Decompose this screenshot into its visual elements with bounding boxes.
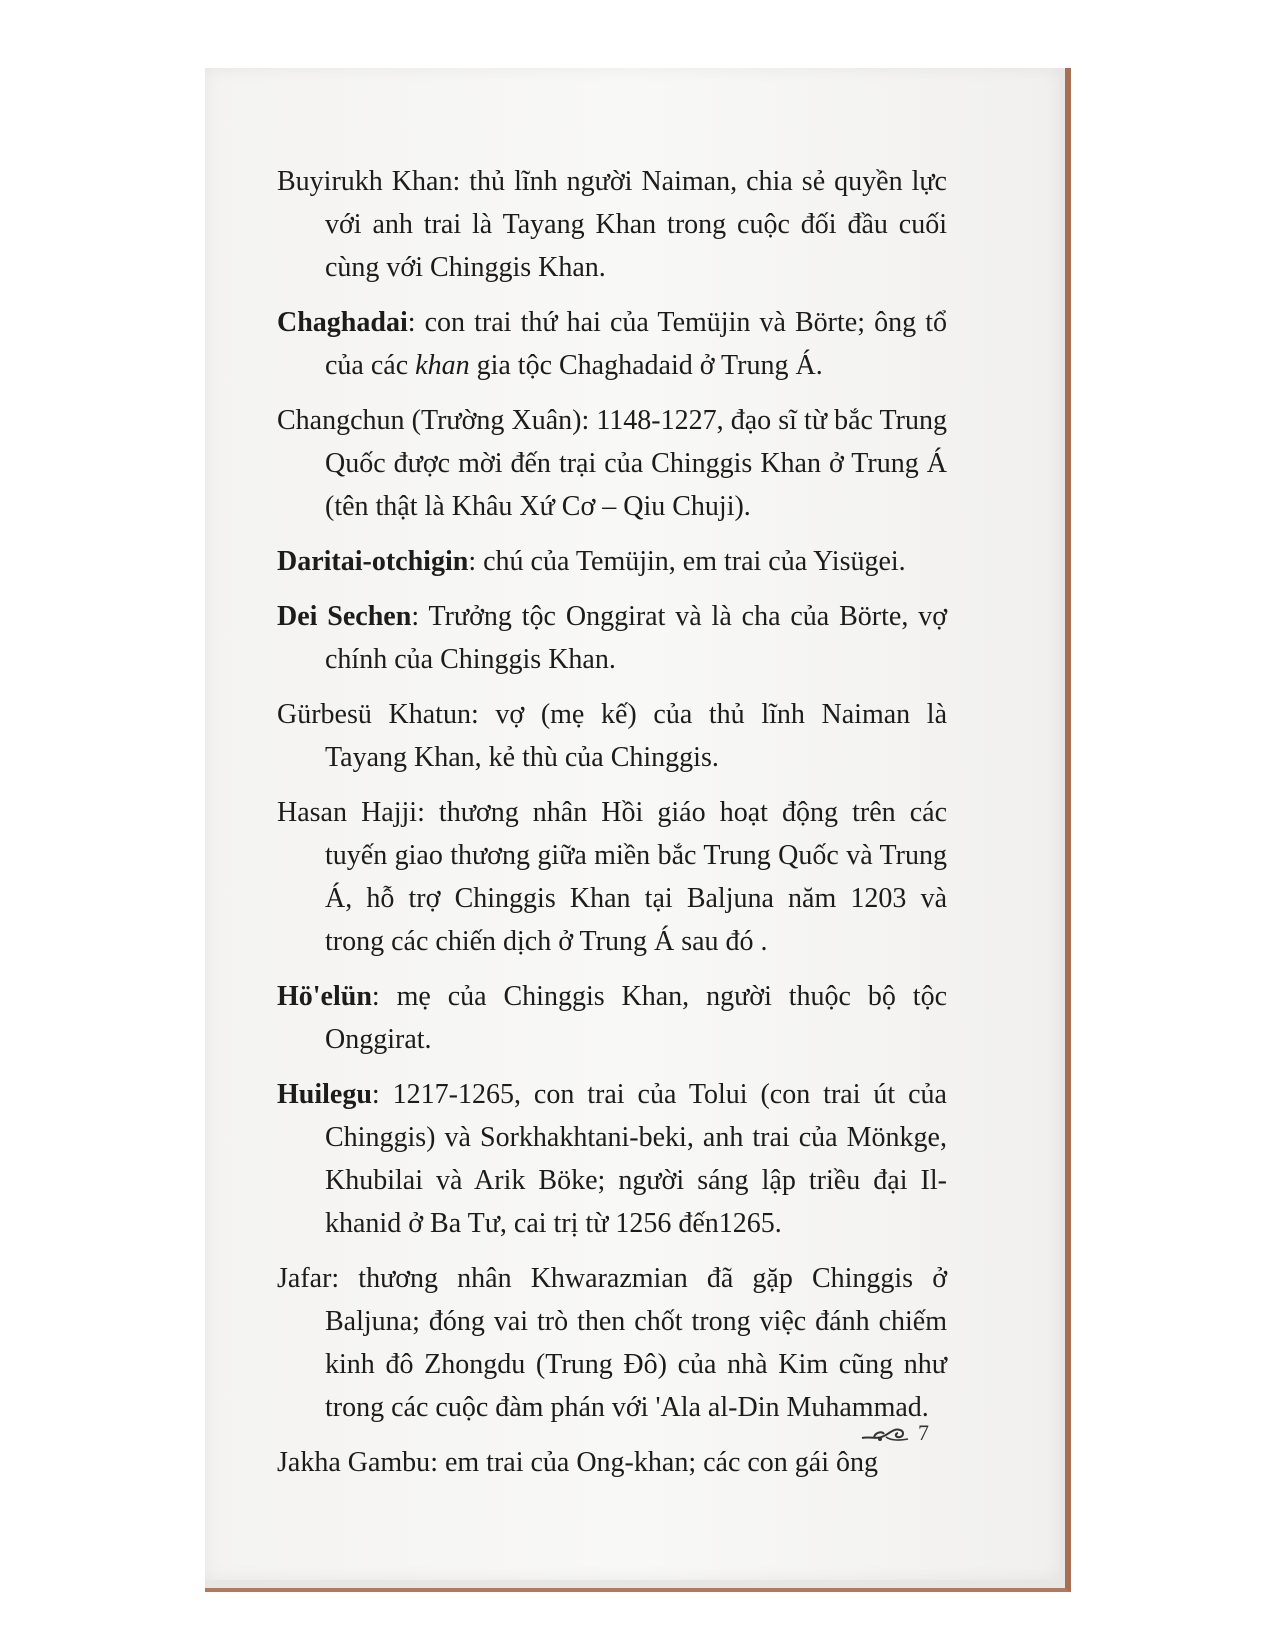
glossary-entry (277, 791, 947, 963)
glossary-term: Huilegu (277, 1079, 372, 1110)
glossary-entry (277, 693, 947, 779)
glossary-entry (277, 1073, 947, 1245)
glossary-entry (277, 399, 947, 528)
glossary-term: Daritai-otchigin (277, 546, 469, 577)
glossary-definition: : thương nhân Hồi giáo hoạt động trên các tuyến giao thương giữa miền bắc Trung Quốc và Trung Á, hỗ trợ Chinggis Khan tại Baljuna năm 1203 và trong các chiến dịch ở Trung Á sau đó . (325, 797, 947, 957)
glossary-term: Jakha Gambu (277, 1447, 431, 1478)
glossary-term: Hasan Hajji (277, 797, 418, 828)
floral-ornament-icon (860, 1422, 912, 1444)
glossary-definition: : 1148-1227, đạo sĩ từ bắc Trung Quốc được mời đến trại của Chinggis Khan ở Trung Á (tên thật là Khâu Xứ Cơ – Qiu Chuji). (325, 405, 947, 522)
glossary-term: Dei Sechen (277, 601, 412, 632)
glossary-definition: : em trai của Ong-khan; các con gái ông (430, 1447, 879, 1478)
glossary-definition: : vợ (mẹ kế) của thủ lĩnh Naiman là Tayang Khan, kẻ thù của Chinggis. (325, 699, 948, 773)
glossary-term: Changchun (Trường Xuân) (277, 405, 582, 436)
glossary-entry (277, 301, 947, 387)
glossary-entry (277, 975, 947, 1061)
glossary-list (277, 160, 947, 1496)
glossary-definition: : thương nhân Khwarazmian đã gặp Chinggis ở Baljuna; đóng vai trò then chốt trong việc đánh chiếm kinh đô Zhongdu (Trung Đô) của nhà Kim cũng như trong các cuộc đàm phán với 'Ala al-Din Muhammad. (325, 1263, 947, 1423)
glossary-definition: : chú của Temüjin, em trai của Yisügei. (468, 546, 906, 577)
glossary-definition: : con trai thứ hai của Temüjin và Börte; ông tổ của các (325, 307, 947, 381)
book-page (205, 68, 1060, 1580)
glossary-definition-italic: khan (415, 350, 470, 381)
glossary-entry (277, 160, 947, 289)
glossary-entry (277, 595, 947, 681)
glossary-definition: : Trưởng tộc Onggirat và là cha của Börte, vợ chính của Chinggis Khan. (325, 601, 947, 675)
glossary-definition: : 1217-1265, con trai của Tolui (con trai út của Chinggis) và Sorkhakhtani-beki, anh trai của Mönkge, Khubilai và Arik Böke; người sáng lập triều đại Il-khanid ở Ba Tư, cai trị từ 1256 đến1265. (325, 1079, 947, 1239)
glossary-entry (277, 1257, 947, 1429)
glossary-definition: : thủ lĩnh người Naiman, chia sẻ quyền lực với anh trai là Tayang Khan trong cuộc đối đầu cuối cùng với Chinggis Khan. (325, 166, 947, 283)
glossary-term: Buyirukh Khan (277, 166, 453, 197)
glossary-entry (277, 540, 947, 583)
glossary-entry (277, 1441, 947, 1484)
glossary-definition: gia tộc Chaghadaid ở Trung Á. (469, 350, 823, 381)
glossary-term: Hö'elün (277, 981, 372, 1012)
glossary-definition: : mẹ của Chinggis Khan, người thuộc bộ tộc Onggirat. (325, 981, 947, 1055)
page-folio (860, 1420, 929, 1446)
glossary-term: Chaghadai (277, 307, 408, 338)
page-number: 7 (918, 1420, 929, 1445)
glossary-term: Gürbesü Khatun (277, 699, 471, 730)
glossary-term: Jafar (277, 1263, 332, 1294)
